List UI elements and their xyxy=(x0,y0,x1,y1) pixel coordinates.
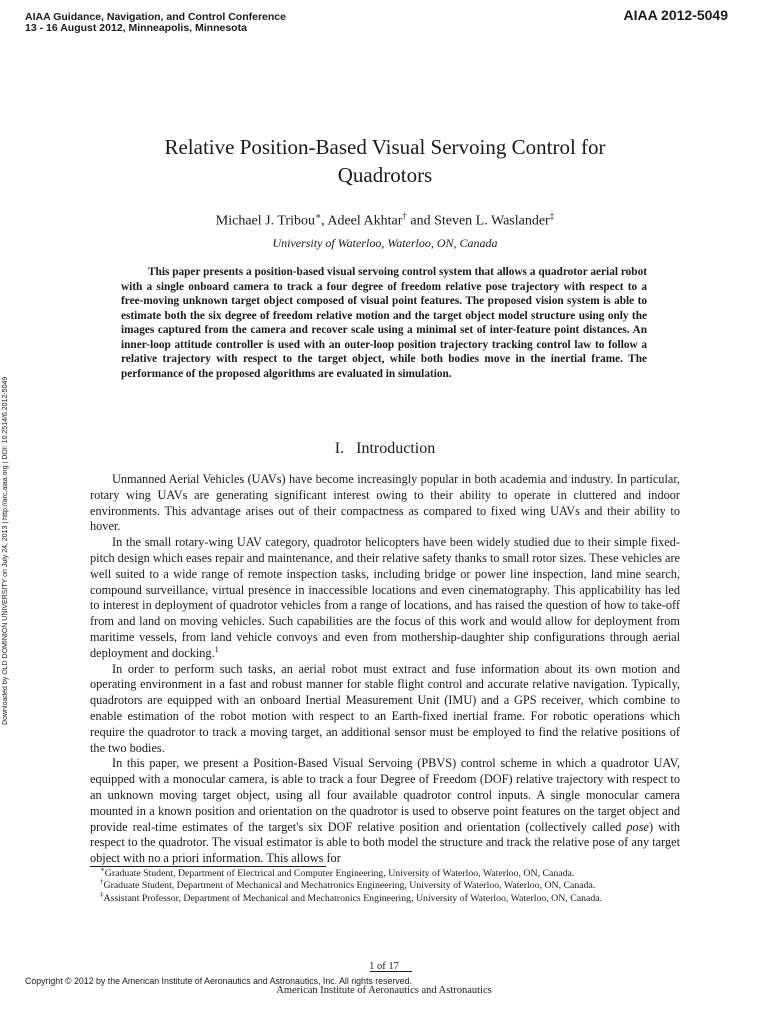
paragraph-2 xyxy=(90,535,680,661)
section-heading xyxy=(90,440,680,458)
paper-id: AIAA 2012-5049 xyxy=(623,7,728,23)
page-number: 1 of 17 xyxy=(369,961,399,972)
paragraph-4-text-a: In this paper, we present a Position-Based Visual Servoing (PBVS) control scheme in which a quadrotor UAV, equipped with a monocular camera, is able to track a four Degree of Freedom (DOF) relative trajectory with respect to an unknown moving target object, using all four available quadrotor control inputs. A single monocular camera mounted in a known position and orientation on the quadrotor is used to observe point features on the target object and provide real-time estimates of the target's six DOF relative position and orientation (collectively called xyxy=(90,756,680,834)
footnote-1-mark: ∗ xyxy=(100,865,105,874)
copyright-notice: Copyright © 2012 by the American Institute of Aeronautics and Astronautics, Inc. All rights reserved. xyxy=(25,976,412,986)
paragraph-2-text: In the small rotary-wing UAV category, quadrotor helicopters have been widely studied due to their simple fixed-pitch design which eases repair and maintenance, and their relative safety thanks to small rotor sizes. These vehicles are well suited to a wide range of remote inspection tasks, including bridge or power line inspection, land mine search, compound surveillance, virtual presence in inaccessible locations and even cinematography. This applicability has led to interest in deployment of quadrotor vehicles from a range of locations, and has raised the question of how to take-off from and land on moving vehicles. Such capabilities are the focus of this work and would allow for deployment from maritime vessels, from land vehicle convoys and even from mothership-daughter ship configurations through aerial deployment and docking. xyxy=(90,535,680,660)
footnotes xyxy=(90,865,680,905)
author-1: Michael J. Tribou xyxy=(215,213,315,229)
author-2-mark: † xyxy=(402,211,407,221)
conference-name: AIAA Guidance, Navigation, and Control Conference xyxy=(25,11,286,23)
title-line-2: Quadrotors xyxy=(337,163,433,187)
conference-header xyxy=(25,12,286,34)
copyright-rule xyxy=(370,971,412,972)
footnote-3-text: Assistant Professor, Department of Mechanical and Mechatronics Engineering, University of Waterloo, Waterloo, ON, Canada. xyxy=(103,892,603,904)
footnote-rule xyxy=(90,866,326,867)
paragraph-1: Unmanned Aerial Vehicles (UAVs) have become increasingly popular in both academia and industry. In particular, rotary wing UAVs are generating significant interest owing to their ability to operate in cluttered and indoor environments. This advantage arises out of their compactness as compared to fixed wing UAVs and their ability to hover. xyxy=(90,472,680,534)
conference-dates: 13 - 16 August 2012, Minneapolis, Minnesota xyxy=(25,22,247,34)
section-title: Introduction xyxy=(356,440,436,457)
affiliation: University of Waterloo, Waterloo, ON, Canada xyxy=(272,236,498,250)
footnote-2-mark: † xyxy=(100,878,104,887)
section-number: I. xyxy=(334,440,345,457)
body-text xyxy=(90,472,680,867)
author-3-mark: ‡ xyxy=(549,211,555,221)
author-1-mark: ∗ xyxy=(314,211,322,221)
footnote-3 xyxy=(90,890,680,905)
paper-title xyxy=(90,133,680,189)
abstract: This paper presents a position-based visual servoing control system that allows a quadrotor aerial robot with a single onboard camera to track a four degree of freedom relative pose trajectory with respect to a free-moving unknown target object composed of visual point features. The proposed vision system is able to estimate both the six degree of freedom relative motion and the target object model structure using only the images captured from the camera and recover scale using a minimal set of inter-feature point distances. An inner-loop attitude controller is used with an outer-loop position trajectory tracking control law to follow a relative trajectory with respect to the target object, while both bodies move in the inertial frame. The performance of the proposed algorithms are evaluated in simulation. xyxy=(121,266,647,380)
download-side-note: Downloaded by OLD DOMINION UNIVERSITY on July 24, 2013 | http://arc.aiaa.org | DOI: 10.2514/6.2012-5049 xyxy=(2,376,9,725)
footnote-3-mark: ‡ xyxy=(100,890,104,899)
reference-1[interactable]: 1 xyxy=(214,644,219,654)
footnote-2-text: Graduate Student, Department of Mechanical and Mechatronics Engineering, University of Waterloo, Waterloo, ON, Canada. xyxy=(103,880,596,892)
publisher-name: American Institute of Aeronautics and Astronautics xyxy=(276,985,492,996)
paragraph-4 xyxy=(90,756,680,867)
author-3: and Steven L. Waslander xyxy=(410,213,550,229)
footnote-1-text: Graduate Student, Department of Electrical and Computer Engineering, University of Waterloo, Waterloo, ON, Canada. xyxy=(104,868,575,879)
author-list: Michael J. Tribou∗, Adeel Akhtar† and Steven L. Waslander‡ xyxy=(215,211,555,229)
footnote-1 xyxy=(90,865,680,880)
title-line-1: Relative Position-Based Visual Servoing Control for xyxy=(164,135,606,159)
paragraph-4-emphasis: pose xyxy=(626,819,649,834)
paragraph-4-text-b: ) with respect to the quadrotor. The visual estimator is able to both model the structure and track the relative pose of any target object with no a priori information. This allows for xyxy=(90,819,681,866)
footnote-2 xyxy=(90,880,680,892)
paragraph-3: In order to perform such tasks, an aerial robot must extract and fuse information about its own motion and operating environment in a fast and robust manner for stable flight control and accurate relative navigation. Typically, quadrotors are equipped with an onboard Inertial Measurement Unit (IMU) and a GPS receiver, which combine to enable estimation of the robot motion with respect to an Earth-fixed inertial frame. For robotic operations which require the quadrotor to track a moving target, an additional sensor must be employed to find the relative positions of the two bodies. xyxy=(90,661,680,755)
author-2: Adeel Akhtar xyxy=(327,213,403,229)
